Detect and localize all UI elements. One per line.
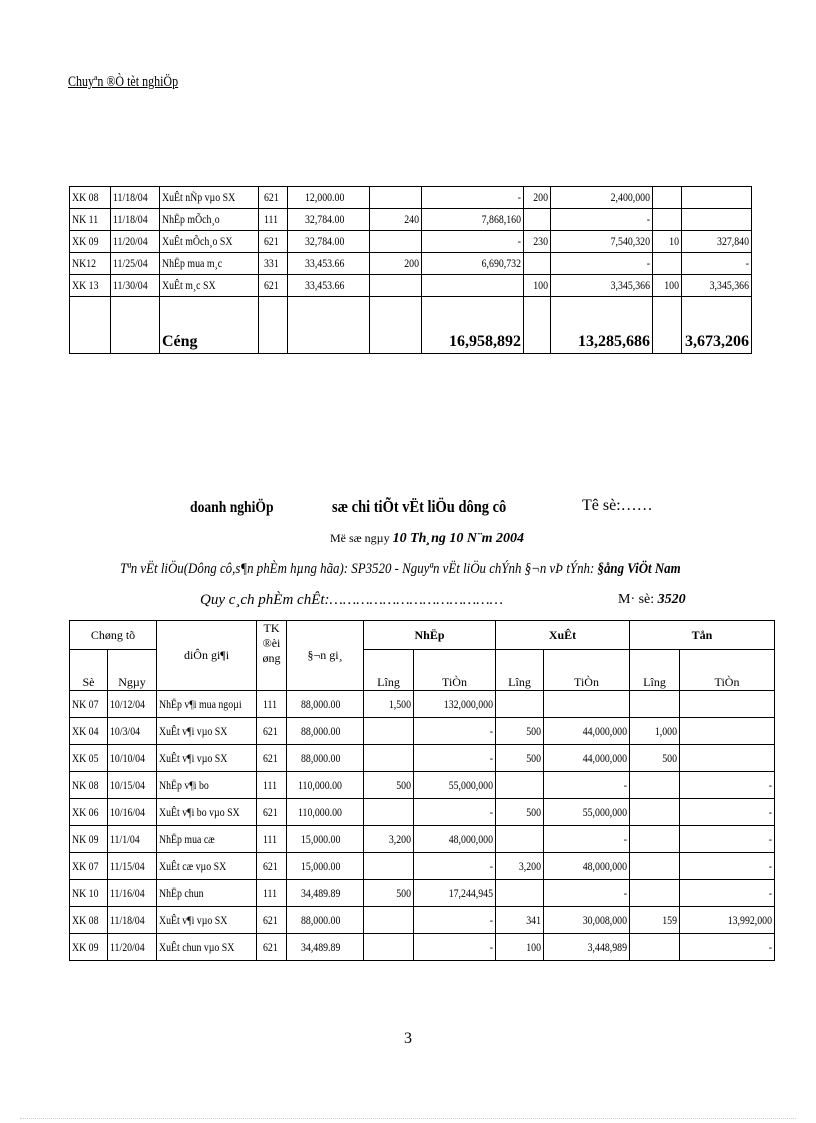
voucher-date-header: Ngµy [108, 650, 157, 691]
company-label: doanh nghiÖp [190, 499, 274, 516]
out-qty-cell: 500 [496, 745, 544, 772]
unit-price-cell: 88,000.00 [287, 745, 364, 772]
out-amount-cell: - [544, 772, 630, 799]
description-cell: XuÊt v¶i bo vµo SX [157, 799, 257, 826]
balance-qty-cell [630, 826, 680, 853]
out-qty-cell: 230 [524, 231, 551, 253]
total-out-amount: 13,285,686 [551, 297, 653, 354]
description-cell: NhËp v¶i mua ngoµi [157, 691, 257, 718]
out-amount-cell: 44,000,000 [544, 718, 630, 745]
account-cell: 621 [259, 275, 288, 297]
table-row [70, 209, 752, 231]
description-cell: NhËp v¶i bo [157, 772, 257, 799]
top-ledger-table [69, 186, 752, 354]
spec-line: Quy c¸ch phÈm chÊt:………………………………… [200, 592, 503, 608]
material-description: Tªn vËt liÖu(Dông cô,s¶n phÈm hµng hãa): SP3520 - Nguyªn vËt liÖu chÝnh §¬n vÞ tÝnh: [120, 561, 595, 577]
voucher-no-cell: NK 07 [70, 691, 108, 718]
in-qty-cell [364, 934, 414, 961]
balance-qty-cell [653, 187, 682, 209]
in-amount-header: TiÒn [414, 650, 496, 691]
in-amount-cell: 7,868,160 [422, 209, 524, 231]
code-label: M· sè: [618, 592, 655, 607]
total-row [70, 297, 752, 354]
description-cell: XuÊt mÕch¸o SX [160, 231, 259, 253]
out-qty-cell [496, 880, 544, 907]
balance-amount-cell: - [680, 826, 775, 853]
table-row [70, 718, 775, 745]
account-cell: 621 [259, 187, 288, 209]
out-amount-cell: - [551, 209, 653, 231]
book-title: sæ chi tiÕt vËt liÖu dông cô [332, 497, 507, 516]
description-cell: XuÊt cæ vµo SX [157, 853, 257, 880]
account-cell: 111 [257, 880, 287, 907]
balance-qty-cell: 159 [630, 907, 680, 934]
account-cell: 621 [257, 907, 287, 934]
table-row [70, 826, 775, 853]
in-amount-cell: - [414, 799, 496, 826]
description-cell: NhËp mua m¸c [160, 253, 259, 275]
balance-amount-cell [680, 691, 775, 718]
voucher-date-cell: 10/10/04 [108, 745, 157, 772]
in-qty-cell: 1,500 [364, 691, 414, 718]
account-cell: 621 [257, 745, 287, 772]
in-qty-header: Lîng [364, 650, 414, 691]
balance-amount-cell [680, 745, 775, 772]
header-row-1 [70, 621, 775, 650]
voucher-date-cell: 11/20/04 [108, 934, 157, 961]
voucher-no-cell: XK 08 [70, 907, 108, 934]
balance-qty-cell [630, 691, 680, 718]
description-cell: NhËp mua cæ [157, 826, 257, 853]
in-qty-cell: 3,200 [364, 826, 414, 853]
description-cell: NhËp chun [157, 880, 257, 907]
description-cell: XuÊt nÑp vµo SX [160, 187, 259, 209]
total-balance-amount: 3,673,206 [682, 297, 752, 354]
unit-price-cell: 33,453.66 [288, 275, 370, 297]
unit-price-cell: 110,000.00 [287, 772, 364, 799]
description-header: diÔn gi¶i [157, 621, 257, 691]
out-amount-header: TiÒn [544, 650, 630, 691]
voucher-no-cell: NK 10 [70, 880, 108, 907]
in-header: NhËp [364, 621, 496, 650]
balance-qty-cell [653, 253, 682, 275]
table-row [70, 907, 775, 934]
voucher-date-cell: 11/1/04 [108, 826, 157, 853]
voucher-no-cell: XK 07 [70, 853, 108, 880]
voucher-date-cell: 11/18/04 [111, 209, 160, 231]
out-qty-header: Lîng [496, 650, 544, 691]
voucher-date-cell: 11/18/04 [111, 187, 160, 209]
table-row [70, 275, 752, 297]
out-amount-cell: 55,000,000 [544, 799, 630, 826]
out-qty-cell: 341 [496, 907, 544, 934]
document-header: Chuyªn ®Ò tèt nghiÖp [68, 74, 179, 90]
voucher-no-cell: XK 05 [70, 745, 108, 772]
voucher-date-cell: 11/18/04 [108, 907, 157, 934]
price-header: §¬n gi¸ [287, 621, 364, 691]
in-qty-cell: 500 [364, 772, 414, 799]
balance-amount-cell: 327,840 [682, 231, 752, 253]
unit-price-cell: 32,784.00 [288, 209, 370, 231]
open-date-value: 10 Th¸ng 10 N¨m 2004 [392, 531, 525, 546]
unit-price-cell: 15,000.00 [287, 826, 364, 853]
in-qty-cell: 240 [370, 209, 422, 231]
balance-amount-cell: - [680, 799, 775, 826]
table-row [70, 187, 752, 209]
in-qty-cell [370, 231, 422, 253]
account-cell: 621 [257, 853, 287, 880]
voucher-date-cell: 10/16/04 [108, 799, 157, 826]
unit-value: §ång ViÖt Nam [597, 561, 681, 577]
out-qty-cell [524, 253, 551, 275]
voucher-date-cell: 11/30/04 [111, 275, 160, 297]
account-cell: 621 [259, 231, 288, 253]
in-qty-cell [364, 907, 414, 934]
in-amount-cell: - [414, 745, 496, 772]
balance-amount-cell: 3,345,366 [682, 275, 752, 297]
balance-amount-cell [682, 187, 752, 209]
footer-divider [20, 1118, 796, 1119]
out-qty-cell: 200 [524, 187, 551, 209]
unit-price-cell: 88,000.00 [287, 907, 364, 934]
main-ledger-body [70, 691, 775, 961]
table-row [70, 691, 775, 718]
voucher-no-header: Sè [70, 650, 108, 691]
voucher-no-cell: XK 08 [70, 187, 111, 209]
in-qty-cell [364, 718, 414, 745]
out-qty-cell [496, 691, 544, 718]
balance-qty-cell [630, 853, 680, 880]
voucher-date-cell: 11/25/04 [111, 253, 160, 275]
out-qty-cell [496, 772, 544, 799]
page-number: 3 [404, 1030, 412, 1047]
balance-qty-cell [630, 772, 680, 799]
out-qty-cell: 3,200 [496, 853, 544, 880]
voucher-no-cell: XK 09 [70, 934, 108, 961]
out-qty-cell: 500 [496, 718, 544, 745]
table-row [70, 880, 775, 907]
in-amount-cell: - [414, 718, 496, 745]
balance-qty-cell [630, 799, 680, 826]
out-amount-cell: 7,540,320 [551, 231, 653, 253]
out-amount-cell: 3,448,989 [544, 934, 630, 961]
in-amount-cell: 17,244,945 [414, 880, 496, 907]
out-amount-cell: 48,000,000 [544, 853, 630, 880]
description-cell: NhËp mÕch¸o [160, 209, 259, 231]
unit-price-cell: 32,784.00 [288, 231, 370, 253]
balance-amount-cell [682, 209, 752, 231]
voucher-date-cell: 10/3/04 [108, 718, 157, 745]
in-amount-cell: - [414, 907, 496, 934]
voucher-no-cell: NK12 [70, 253, 111, 275]
description-cell: XuÊt chun vµo SX [157, 934, 257, 961]
table-row [70, 772, 775, 799]
balance-qty-cell [630, 934, 680, 961]
voucher-no-cell: NK 11 [70, 209, 111, 231]
out-qty-cell [524, 209, 551, 231]
description-cell: XuÊt m¸c SX [160, 275, 259, 297]
open-date-label: Më sæ ngµy [330, 531, 390, 545]
voucher-no-cell: NK 09 [70, 826, 108, 853]
account-header: TK ®èi øng [257, 621, 287, 691]
balance-amount-cell: - [680, 772, 775, 799]
balance-qty-header: Lîng [630, 650, 680, 691]
account-cell: 621 [257, 718, 287, 745]
balance-amount-cell: - [682, 253, 752, 275]
in-amount-cell: 55,000,000 [414, 772, 496, 799]
balance-qty-cell: 100 [653, 275, 682, 297]
table-row [70, 231, 752, 253]
in-qty-cell [364, 853, 414, 880]
table-row [70, 853, 775, 880]
voucher-date-cell: 11/16/04 [108, 880, 157, 907]
out-qty-cell: 500 [496, 799, 544, 826]
balance-qty-cell [653, 209, 682, 231]
in-amount-cell: - [414, 934, 496, 961]
description-cell: XuÊt v¶i vµo SX [157, 907, 257, 934]
table-row [70, 934, 775, 961]
description-cell: XuÊt v¶i vµo SX [157, 745, 257, 772]
out-amount-cell: 30,008,000 [544, 907, 630, 934]
balance-amount-cell: - [680, 880, 775, 907]
balance-qty-cell: 1,000 [630, 718, 680, 745]
out-amount-cell: 3,345,366 [551, 275, 653, 297]
voucher-no-cell: XK 04 [70, 718, 108, 745]
account-cell: 111 [257, 691, 287, 718]
table-row [70, 745, 775, 772]
balance-amount-cell: - [680, 853, 775, 880]
out-amount-cell: - [544, 880, 630, 907]
open-date [330, 531, 524, 547]
unit-price-cell: 88,000.00 [287, 691, 364, 718]
out-qty-cell: 100 [496, 934, 544, 961]
out-qty-cell [496, 826, 544, 853]
account-cell: 111 [259, 209, 288, 231]
top-ledger-body [70, 187, 752, 297]
in-amount-cell: - [414, 853, 496, 880]
balance-qty-cell: 500 [630, 745, 680, 772]
out-header: XuÊt [496, 621, 630, 650]
unit-price-cell: 88,000.00 [287, 718, 364, 745]
in-amount-cell: - [422, 187, 524, 209]
in-qty-cell [364, 745, 414, 772]
unit-price-cell: 34,489.89 [287, 934, 364, 961]
table-row [70, 253, 752, 275]
in-qty-cell: 500 [364, 880, 414, 907]
unit-price-cell: 15,000.00 [287, 853, 364, 880]
out-qty-cell: 100 [524, 275, 551, 297]
balance-amount-header: TiÒn [680, 650, 775, 691]
voucher-date-cell: 11/15/04 [108, 853, 157, 880]
balance-qty-cell [630, 880, 680, 907]
unit-price-cell: 34,489.89 [287, 880, 364, 907]
balance-qty-cell: 10 [653, 231, 682, 253]
table-row [70, 799, 775, 826]
voucher-date-cell: 10/15/04 [108, 772, 157, 799]
code-line [618, 592, 686, 608]
unit-price-cell: 110,000.00 [287, 799, 364, 826]
in-qty-cell: 200 [370, 253, 422, 275]
account-cell: 111 [257, 772, 287, 799]
out-amount-cell: - [544, 826, 630, 853]
out-amount-cell: 2,400,000 [551, 187, 653, 209]
account-cell: 111 [257, 826, 287, 853]
balance-amount-cell: 13,992,000 [680, 907, 775, 934]
account-cell: 621 [257, 799, 287, 826]
out-amount-cell [544, 691, 630, 718]
balance-amount-cell: - [680, 934, 775, 961]
main-ledger-table [69, 620, 775, 961]
unit-price-cell: 12,000.00 [288, 187, 370, 209]
in-amount-cell: 132,000,000 [414, 691, 496, 718]
account-cell: 621 [257, 934, 287, 961]
in-qty-cell [364, 799, 414, 826]
voucher-no-cell: XK 13 [70, 275, 111, 297]
in-amount-cell: 48,000,000 [414, 826, 496, 853]
description-cell: XuÊt v¶i vµo SX [157, 718, 257, 745]
voucher-date-cell: 10/12/04 [108, 691, 157, 718]
out-amount-cell: - [551, 253, 653, 275]
balance-header: Tån [630, 621, 775, 650]
in-amount-cell [422, 275, 524, 297]
voucher-header: Chøng tõ [70, 621, 157, 650]
voucher-date-cell: 11/20/04 [111, 231, 160, 253]
in-amount-cell: - [422, 231, 524, 253]
out-amount-cell: 44,000,000 [544, 745, 630, 772]
voucher-no-cell: NK 08 [70, 772, 108, 799]
in-qty-cell [370, 275, 422, 297]
in-qty-cell [370, 187, 422, 209]
in-amount-cell: 6,690,732 [422, 253, 524, 275]
total-label: Céng [160, 297, 259, 354]
unit-price-cell: 33,453.66 [288, 253, 370, 275]
balance-amount-cell [680, 718, 775, 745]
voucher-no-cell: XK 09 [70, 231, 111, 253]
voucher-no-cell: XK 06 [70, 799, 108, 826]
material-line [120, 561, 681, 578]
total-in-amount: 16,958,892 [422, 297, 524, 354]
book-number: Tê sè:…… [582, 497, 653, 514]
code-value: 3520 [657, 592, 686, 607]
account-cell: 331 [259, 253, 288, 275]
